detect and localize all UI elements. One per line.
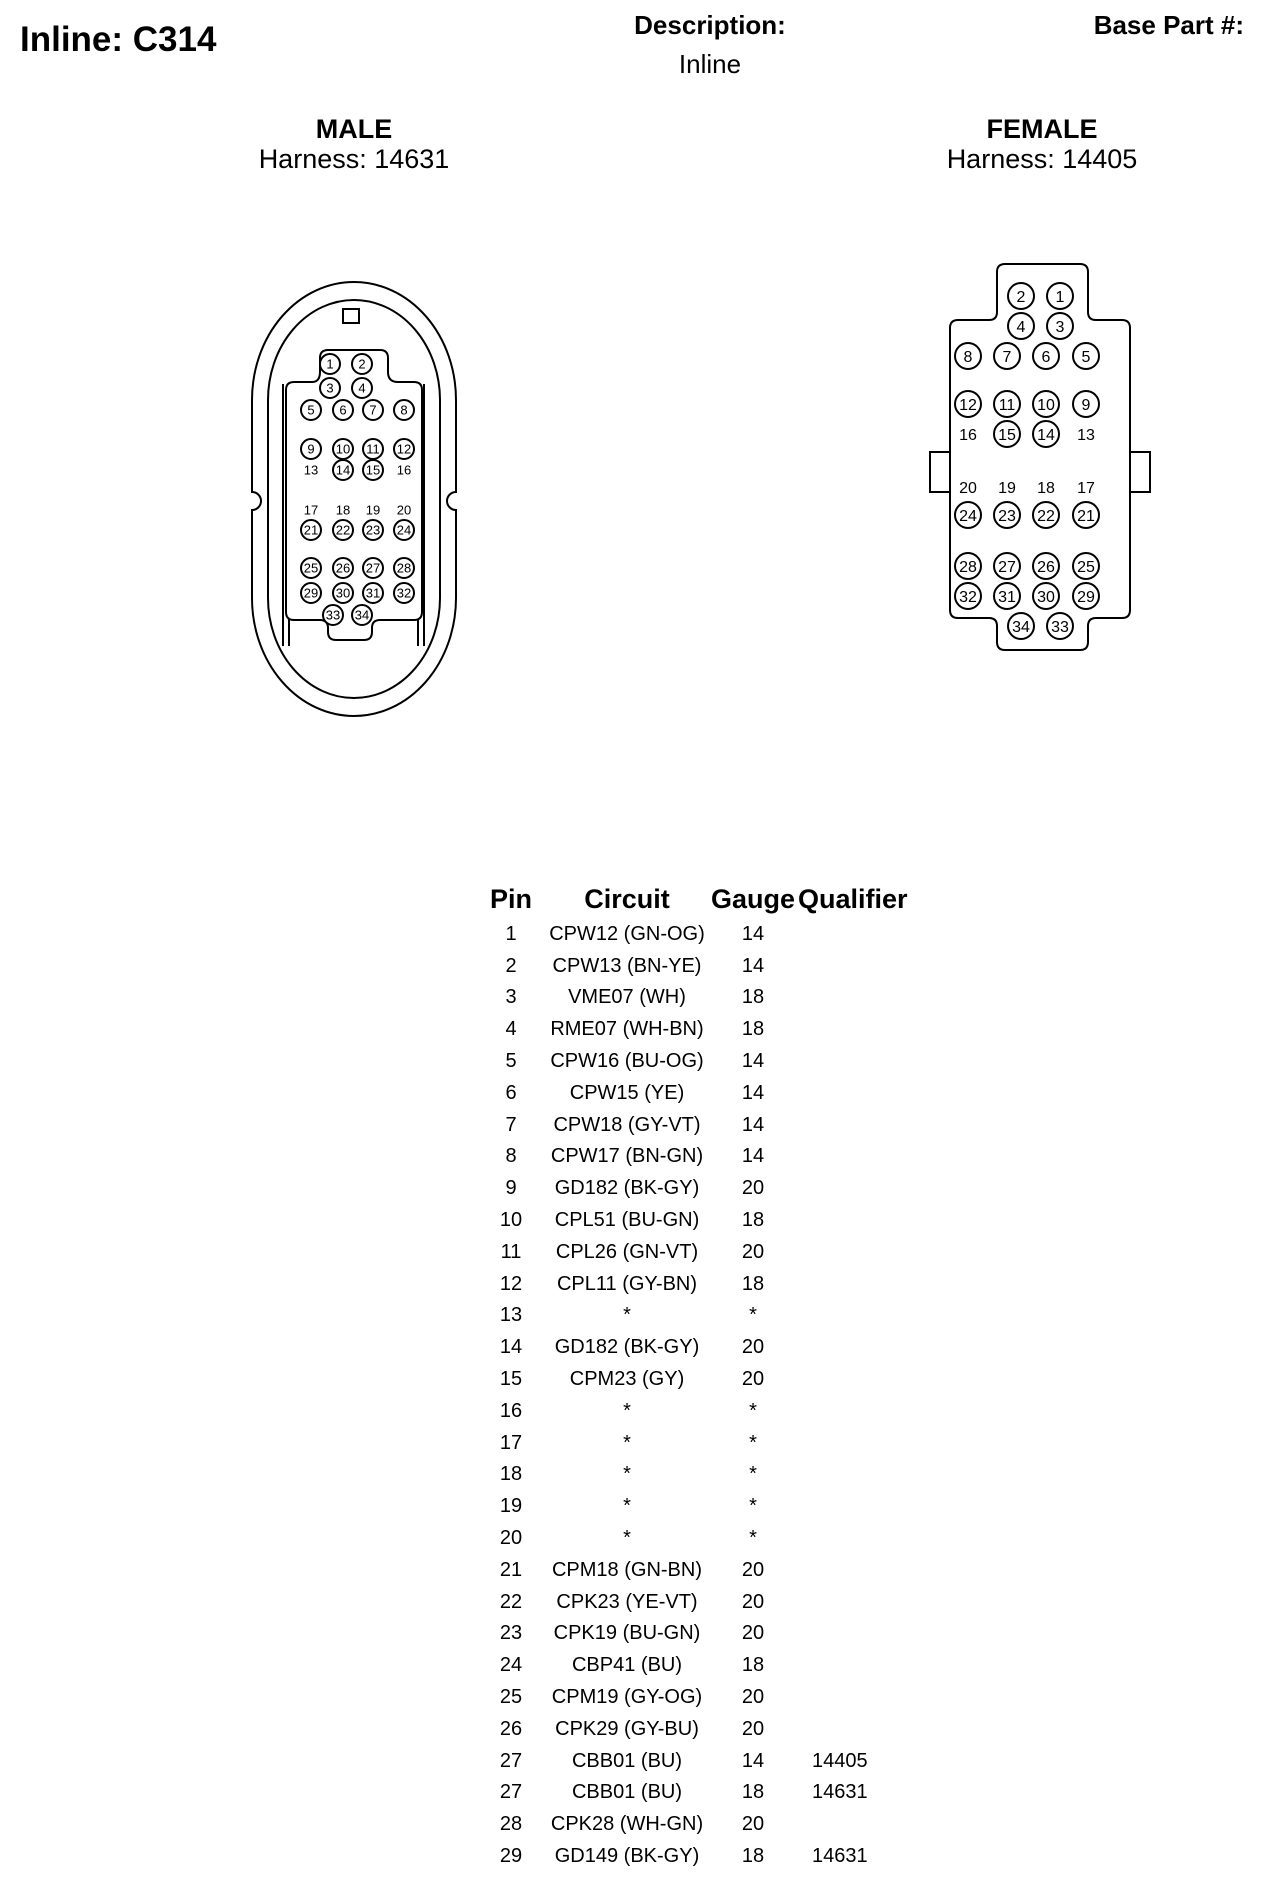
unused-cavity-label: 20: [396, 502, 412, 518]
pin-cavity: [1008, 613, 1034, 639]
table-row: [476, 1141, 932, 1173]
circuit-cell: CPM19 (GY-OG): [551, 1686, 703, 1709]
table-row: [476, 1427, 932, 1459]
pin-number-label: 31: [365, 585, 381, 601]
table-row: [476, 1013, 932, 1045]
circuit-cell: CBB01 (BU): [571, 1781, 683, 1804]
circuit-cell: VME07 (WH): [568, 986, 686, 1009]
pin-number-label: 33: [1051, 618, 1069, 636]
circuit-cell: GD182 (BK-GY): [554, 1336, 700, 1359]
qualifier-cell: [798, 1363, 932, 1395]
gauge-cell: 14: [741, 1050, 765, 1073]
qualifier-cell: [798, 1331, 932, 1363]
pin-number-label: 25: [303, 560, 319, 576]
circuit-cell: CBP41 (BU): [571, 1654, 683, 1677]
qualifier-cell: [798, 1109, 932, 1141]
pin-number-label: 34: [1012, 618, 1030, 636]
qualifier-cell: [798, 1268, 932, 1300]
pin-number-label: 10: [1037, 396, 1055, 414]
pin-cell: 12: [499, 1272, 523, 1295]
female-left-latch: [930, 452, 950, 492]
unused-cavity-label: 16: [959, 426, 977, 444]
pin-cell: 25: [499, 1686, 523, 1709]
table-row: [476, 1522, 932, 1554]
circuit-cell: *: [623, 1527, 631, 1550]
gauge-cell: 20: [741, 1177, 765, 1200]
qualifier-cell: [798, 1395, 932, 1427]
circuit-cell: CPL51 (BU-GN): [554, 1209, 700, 1232]
pin-cell: 8: [505, 1145, 517, 1168]
table-row: [476, 1045, 932, 1077]
pin-number-label: 32: [396, 585, 412, 601]
pin-number-label: 24: [396, 522, 412, 538]
qualifier-cell: [798, 1427, 932, 1459]
qualifier-cell: [798, 1045, 932, 1077]
circuit-cell: CPK23 (YE-VT): [556, 1590, 698, 1613]
circuit-cell: RME07 (WH-BN): [550, 1018, 704, 1041]
pin-cavity: [955, 343, 981, 369]
pin-number-label: 15: [998, 426, 1016, 444]
qualifier-cell: [798, 1013, 932, 1045]
table-row: [476, 1109, 932, 1141]
circuit-cell: CPW17 (BN-GN): [550, 1145, 704, 1168]
qualifier-cell: [798, 1204, 932, 1236]
qualifier-cell: [798, 1300, 932, 1332]
table-row: [476, 1808, 932, 1840]
pin-number-label: 2: [1016, 288, 1026, 306]
pin-cavity: [994, 391, 1020, 417]
pin-cell: 18: [499, 1463, 523, 1486]
female-connector-diagram: [0, 0, 1264, 760]
unused-cavity-label: 13: [1077, 426, 1095, 444]
table-row: [476, 950, 932, 982]
circuit-cell: CPK28 (WH-GN): [550, 1813, 704, 1836]
circuit-cell: CPL11 (GY-BN): [556, 1272, 698, 1295]
gauge-cell: *: [749, 1527, 757, 1550]
circuit-cell: CPW12 (GN-OG): [549, 922, 705, 945]
male-harness-label: Harness: 14631: [258, 144, 450, 174]
pin-number-label: 21: [1077, 507, 1095, 525]
qualifier-cell: [798, 1554, 932, 1586]
pin-number-label: 5: [307, 402, 315, 418]
table-row: [476, 1204, 932, 1236]
pin-number-label: 26: [1037, 558, 1055, 576]
gauge-cell: 18: [741, 1781, 765, 1804]
pin-number-label: 8: [400, 402, 408, 418]
pin-cell: 9: [505, 1177, 517, 1200]
pin-number-label: 30: [335, 585, 351, 601]
table-row: [476, 1554, 932, 1586]
gauge-cell: 20: [741, 1622, 765, 1645]
pin-cavity: [1033, 553, 1059, 579]
circuit-cell: GD149 (BK-GY): [554, 1845, 700, 1867]
circuit-cell: CPW13 (BN-YE): [552, 954, 702, 977]
unused-cavity-label: 13: [303, 462, 319, 478]
pin-number-label: 23: [365, 522, 381, 538]
pin-number-label: 22: [335, 522, 351, 538]
pin-number-label: 3: [326, 380, 334, 396]
circuit-cell: *: [623, 1304, 631, 1327]
qualifier-cell: [798, 1586, 932, 1618]
pin-cell: 23: [499, 1622, 523, 1645]
unused-cavity-label: 16: [396, 462, 412, 478]
pin-cavity: [1033, 421, 1059, 447]
circuit-cell: CPK19 (BU-GN): [553, 1622, 701, 1645]
gauge-cell: *: [749, 1399, 757, 1422]
pin-number-label: 23: [998, 507, 1016, 525]
page-title: Inline: C314: [20, 20, 217, 59]
pin-number-label: 7: [1002, 348, 1012, 366]
table-row: [476, 1268, 932, 1300]
pin-number-label: 12: [396, 441, 412, 457]
pin-number-label: 9: [307, 441, 315, 457]
pin-cell: 19: [499, 1495, 523, 1518]
pin-cell: 1: [505, 922, 517, 945]
female-harness-label: Harness: 14405: [946, 144, 1138, 174]
circuit-cell: CPW15 (YE): [569, 1081, 685, 1104]
table-row: [476, 1649, 932, 1681]
unused-cavity-label: 18: [1037, 479, 1055, 497]
circuit-cell: *: [623, 1399, 631, 1422]
pin-cavity: [1033, 391, 1059, 417]
table-row: [476, 1077, 932, 1109]
pin-cell: 14: [499, 1336, 523, 1359]
pin-number-label: 4: [1016, 318, 1026, 336]
qualifier-cell: 14405: [812, 1749, 868, 1772]
gauge-cell: *: [749, 1495, 757, 1518]
qualifier-header: Qualifier: [798, 883, 908, 914]
pin-cavity: [994, 553, 1020, 579]
pin-number-label: 9: [1081, 396, 1091, 414]
table-row: [476, 1363, 932, 1395]
pin-number-label: 2: [358, 356, 366, 372]
pin-cell: 21: [499, 1558, 523, 1581]
pin-number-label: 21: [303, 522, 319, 538]
gauge-cell: *: [749, 1304, 757, 1327]
qualifier-cell: [798, 1808, 932, 1840]
unused-cavity-label: 17: [1077, 479, 1095, 497]
pin-cavity: [1033, 583, 1059, 609]
pin-cell: 24: [499, 1654, 523, 1677]
pin-cavity: [994, 343, 1020, 369]
pin-cavity: [994, 502, 1020, 528]
pin-cavity: [1073, 391, 1099, 417]
gauge-cell: 18: [741, 986, 765, 1009]
pin-number-label: 12: [959, 396, 977, 414]
qualifier-cell: [798, 950, 932, 982]
gauge-cell: 20: [741, 1813, 765, 1836]
circuit-cell: CPL26 (GN-VT): [555, 1240, 699, 1263]
pin-header: Pin: [489, 883, 532, 914]
gauge-header: Gauge: [710, 883, 796, 914]
pin-cavity: [1008, 313, 1034, 339]
pin-number-label: 4: [358, 380, 366, 396]
base-part-label: Base Part #:: [1093, 10, 1244, 40]
qualifier-cell: [798, 1522, 932, 1554]
qualifier-cell: [798, 982, 932, 1014]
unused-cavity-label: 19: [365, 502, 381, 518]
qualifier-cell: [798, 1077, 932, 1109]
description-value: Inline: [678, 49, 742, 79]
pin-number-label: 14: [1037, 426, 1055, 444]
pin-cavity: [955, 502, 981, 528]
qualifier-cell: [798, 1618, 932, 1650]
pin-number-label: 28: [396, 560, 412, 576]
table-row: [476, 1681, 932, 1713]
male-connector-title: MALE: [315, 114, 393, 144]
pin-cavity: [955, 391, 981, 417]
pin-cell: 27: [499, 1781, 523, 1804]
pin-cell: 17: [499, 1431, 523, 1454]
circuit-cell: GD182 (BK-GY): [554, 1177, 700, 1200]
pin-cell: 27: [499, 1749, 523, 1772]
pin-number-label: 32: [959, 588, 977, 606]
gauge-cell: 14: [741, 1145, 765, 1168]
pin-cavity: [1033, 343, 1059, 369]
pin-cavity: [1073, 343, 1099, 369]
gauge-cell: 18: [741, 1018, 765, 1041]
description-label: Description:: [634, 10, 786, 40]
pin-cell: 26: [499, 1717, 523, 1740]
pin-cavity: [1047, 283, 1073, 309]
pin-cell: 28: [499, 1813, 523, 1836]
pin-number-label: 15: [365, 462, 381, 478]
pin-cavity: [994, 583, 1020, 609]
gauge-cell: 20: [741, 1717, 765, 1740]
qualifier-cell: 14631: [812, 1781, 868, 1804]
pin-number-label: 11: [998, 396, 1016, 414]
pin-cavity: [1073, 583, 1099, 609]
pin-cavity: [1073, 553, 1099, 579]
gauge-cell: 20: [741, 1590, 765, 1613]
pin-number-label: 3: [1055, 318, 1065, 336]
gauge-cell: *: [749, 1463, 757, 1486]
circuit-cell: CPM18 (GN-BN): [551, 1558, 702, 1581]
pin-number-label: 33: [325, 607, 341, 623]
gauge-cell: 18: [741, 1209, 765, 1232]
gauge-cell: 14: [741, 922, 765, 945]
gauge-cell: 18: [741, 1654, 765, 1677]
gauge-cell: 20: [741, 1240, 765, 1263]
qualifier-cell: [798, 1713, 932, 1745]
table-row: [476, 1713, 932, 1745]
pin-number-label: 14: [335, 462, 351, 478]
table-row: [476, 1490, 932, 1522]
circuit-cell: *: [623, 1463, 631, 1486]
pin-cell: 13: [499, 1304, 523, 1327]
table-row: [476, 1236, 932, 1268]
pin-number-label: 24: [959, 507, 977, 525]
pin-cell: 6: [505, 1081, 517, 1104]
pin-cell: 22: [499, 1590, 523, 1613]
qualifier-cell: [798, 918, 932, 950]
pin-number-label: 29: [303, 585, 319, 601]
female-connector-title: FEMALE: [986, 114, 1098, 144]
pin-number-label: 22: [1037, 507, 1055, 525]
gauge-cell: 20: [741, 1368, 765, 1391]
pin-number-label: 5: [1081, 348, 1091, 366]
circuit-cell: CBB01 (BU): [571, 1749, 683, 1772]
table-row: [476, 982, 932, 1014]
pin-number-label: 6: [339, 402, 347, 418]
pin-cell: 5: [505, 1050, 517, 1073]
table-row: [476, 1777, 932, 1809]
pin-number-label: 26: [335, 560, 351, 576]
pin-cell: 2: [505, 954, 517, 977]
pin-cavity: [994, 421, 1020, 447]
qualifier-cell: [798, 1236, 932, 1268]
unused-cavity-label: 19: [998, 479, 1016, 497]
gauge-cell: 14: [741, 1113, 765, 1136]
pin-cavity: [1033, 502, 1059, 528]
pin-cell: 10: [499, 1209, 523, 1232]
gauge-cell: 18: [741, 1272, 765, 1295]
pin-number-label: 1: [1055, 288, 1065, 306]
circuit-cell: CPK29 (GY-BU): [555, 1717, 699, 1740]
pin-cavity: [955, 553, 981, 579]
pin-number-label: 10: [335, 441, 351, 457]
pin-number-label: 11: [366, 441, 380, 457]
gauge-cell: 20: [741, 1558, 765, 1581]
gauge-cell: 20: [741, 1336, 765, 1359]
pin-number-label: 6: [1041, 348, 1051, 366]
qualifier-cell: [798, 1459, 932, 1491]
qualifier-cell: [798, 1172, 932, 1204]
table-row: [476, 918, 932, 950]
circuit-cell: *: [623, 1431, 631, 1454]
pin-number-label: 8: [963, 348, 973, 366]
pin-cavity: [1008, 283, 1034, 309]
unused-cavity-label: 18: [335, 502, 351, 518]
circuit-header: Circuit: [584, 883, 670, 914]
pin-number-label: 27: [998, 558, 1016, 576]
unused-cavity-label: 17: [303, 502, 319, 518]
circuit-cell: CPW18 (GY-VT): [553, 1113, 701, 1136]
pin-number-label: 29: [1077, 588, 1095, 606]
table-row: [476, 1300, 932, 1332]
table-row: [476, 1618, 932, 1650]
pin-cell: 7: [505, 1113, 517, 1136]
pin-number-label: 31: [998, 588, 1016, 606]
pin-cavity: [1047, 313, 1073, 339]
table-row: [476, 1459, 932, 1491]
table-row: [476, 1395, 932, 1427]
table-row: [476, 1331, 932, 1363]
female-right-latch: [1130, 452, 1150, 492]
pin-number-label: 7: [369, 402, 377, 418]
gauge-cell: 20: [741, 1686, 765, 1709]
pin-number-label: 30: [1037, 588, 1055, 606]
pin-number-label: 28: [959, 558, 977, 576]
pin-cell: 20: [499, 1527, 523, 1550]
pin-cavity: [1047, 613, 1073, 639]
qualifier-cell: [798, 1141, 932, 1173]
gauge-cell: 14: [741, 954, 765, 977]
pin-number-label: 34: [354, 607, 370, 623]
pin-table: [476, 880, 932, 1872]
unused-cavity-label: 20: [959, 479, 977, 497]
pin-table-header: [476, 880, 932, 918]
qualifier-cell: [798, 1490, 932, 1522]
gauge-cell: 14: [741, 1749, 765, 1772]
pin-cell: 15: [499, 1368, 523, 1391]
qualifier-cell: [798, 1649, 932, 1681]
pin-cell: 4: [505, 1018, 517, 1041]
circuit-cell: *: [623, 1495, 631, 1518]
table-row: [476, 1745, 932, 1777]
pin-cell: 11: [500, 1240, 522, 1263]
pin-cell: 3: [505, 986, 517, 1009]
table-row: [476, 1586, 932, 1618]
pin-cell: 16: [499, 1399, 523, 1422]
pin-number-label: 27: [365, 560, 381, 576]
gauge-cell: 14: [741, 1081, 765, 1104]
circuit-cell: CPM23 (GY): [569, 1368, 685, 1391]
pin-cavity: [955, 583, 981, 609]
table-row: [476, 1840, 932, 1872]
pin-number-label: 1: [326, 356, 334, 372]
gauge-cell: 18: [741, 1845, 765, 1867]
qualifier-cell: [798, 1681, 932, 1713]
circuit-cell: CPW16 (BU-OG): [550, 1050, 704, 1073]
pin-cavity: [1073, 502, 1099, 528]
pin-number-label: 25: [1077, 558, 1095, 576]
qualifier-cell: 14631: [812, 1845, 868, 1867]
table-row: [476, 1172, 932, 1204]
pin-cell: 29: [499, 1845, 523, 1867]
gauge-cell: *: [749, 1431, 757, 1454]
